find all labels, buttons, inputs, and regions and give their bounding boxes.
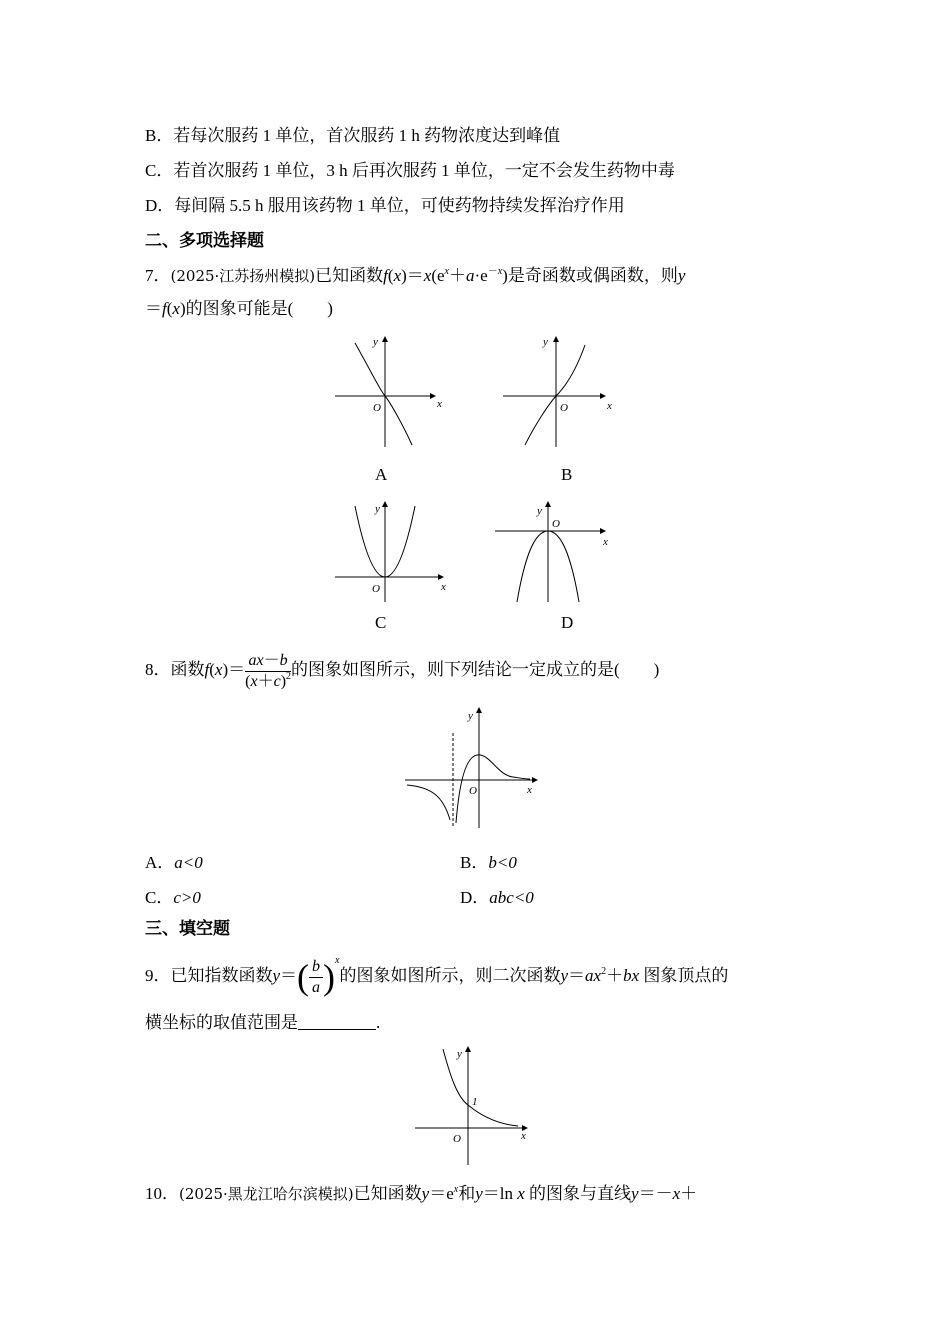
q8-fraction: $\frac{ax-b}{(x+c)^2}$	[245, 651, 292, 690]
q7-line1: 7．(2025·江苏扬州模拟)已知函数$f(x)=x(e^x+a\cdot e^{-x})$是奇函数或偶函数，则y	[145, 266, 686, 285]
q6-option-d: D．每间隔 5.5 h 服用该药物 1 单位，可使药物持续发挥治疗作用	[145, 196, 625, 215]
caption-a: A	[375, 465, 388, 484]
origin-label: O	[552, 518, 560, 530]
y-axis-label: y	[457, 1048, 462, 1060]
origin-label: O	[373, 402, 381, 414]
q7-line2: ＝f(x)的图象可能是( )	[145, 299, 333, 318]
caption-c: C	[375, 613, 387, 632]
y-axis-label: y	[543, 336, 548, 348]
origin-label: O	[453, 1133, 461, 1145]
section-heading-multiple-choice: 二、多项选择题	[145, 231, 264, 250]
origin-label: O	[372, 583, 380, 595]
y-axis-label: y	[468, 710, 473, 722]
caption-b: B	[561, 465, 573, 484]
x-axis-label: x	[603, 536, 608, 548]
graph-q9	[415, 1045, 535, 1167]
q10-line1: 10．(2025·黑龙江哈尔滨模拟)已知函数$y=e^x$和y＝ln x 的图象与直线y＝－x＋	[145, 1184, 698, 1203]
one-label: 1	[472, 1096, 478, 1108]
graph-q8	[405, 705, 540, 830]
graph-c	[335, 500, 450, 605]
x-axis-label: x	[521, 1130, 526, 1142]
origin-label: O	[469, 785, 477, 797]
graph-d	[495, 500, 615, 605]
q6-option-b: B．若每次服药 1 单位，首次服药 1 h 药物浓度达到峰值	[145, 126, 561, 145]
q8-option-c: C．c>0	[145, 888, 201, 907]
x-axis-label: x	[441, 581, 446, 593]
q9-line2: 横坐标的取值范围是 .	[145, 1013, 381, 1032]
q8-option-a: A．a<0	[145, 853, 203, 872]
y-axis-label: y	[537, 505, 542, 517]
x-axis-label: x	[607, 400, 612, 412]
q6-option-c: C．若首次服药 1 单位，3 h 后再次服药 1 单位，一定不会发生药物中毒	[145, 161, 675, 180]
x-axis-label: x	[527, 784, 532, 796]
origin-label: O	[560, 402, 568, 414]
graph-b	[503, 335, 618, 450]
q8-stem: 8．函数f(x)＝ $\frac{ax-b}{(x+c)^2}$ 的图象如图所示，则下列结论一定成立的是( )	[145, 651, 660, 690]
q8-option-d: D．abc<0	[460, 888, 534, 907]
q8-option-b: B．b<0	[460, 853, 517, 872]
y-axis-label: y	[373, 336, 378, 348]
section-heading-fill-in: 三、填空题	[145, 919, 230, 938]
y-axis-label: y	[375, 503, 380, 515]
caption-d: D	[561, 613, 574, 632]
q9-line1: 9．已知指数函数y＝( $\frac{b}{a}$ )$^x$的图象如图所示，则二次函数$y=ax^2+bx$ 图象顶点的	[145, 955, 729, 998]
x-axis-label: x	[437, 398, 442, 410]
answer-blank[interactable]	[298, 1015, 376, 1030]
graph-a	[335, 335, 450, 450]
